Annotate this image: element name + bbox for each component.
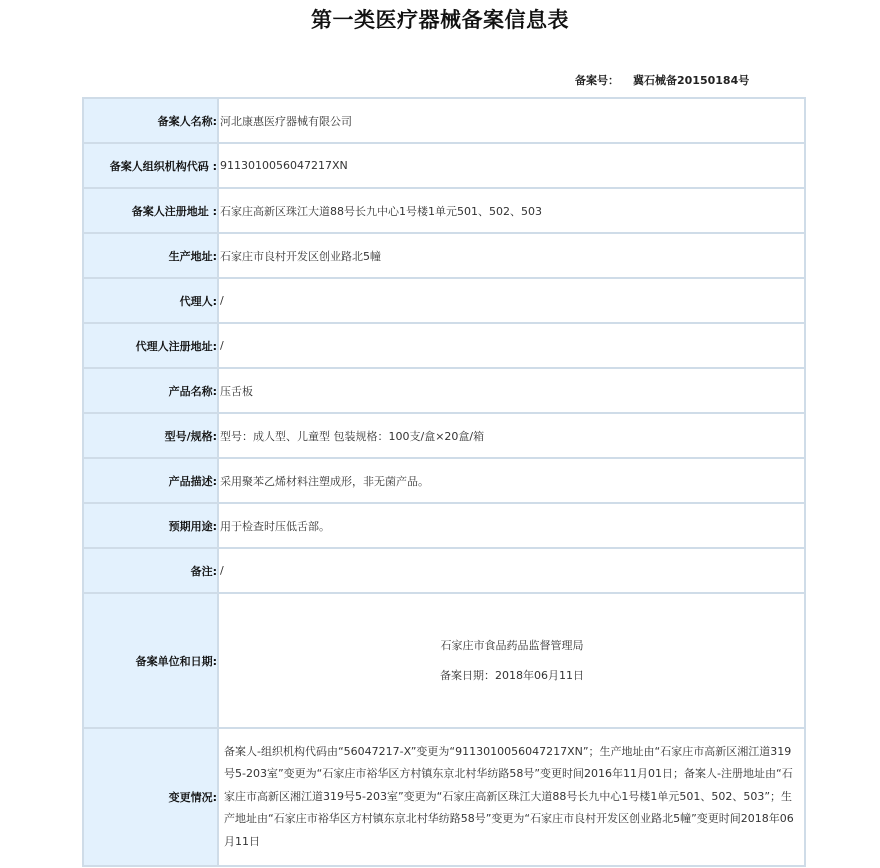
row-label: 产品名称: — [83, 368, 218, 413]
change-history-text: 备案人-组织机构代码由“56047217-X”变更为“91130100560472​17XN”；生产地址由“石家庄市高新区湘江道319号5-203室”变更为“石家庄市裕华区方村镇东京北村华纺路58号”变更时间2016年11月01日；备案人-注册地址由“石家庄市高新区湘江道319号5-203室”变更为“石家庄高新区珠江大道88号长九中心1号楼1单元501、502、503”；生产地址由“石家庄市裕华区方村镇东京北村华纺路58号”变更为“石家庄市良村开发区创业路北5幢”变更时间2018年06月11日 — [224, 744, 794, 848]
table-row-registered-address — [83, 188, 805, 233]
row-label: 变更情况: — [83, 728, 218, 866]
table-row-filer-name — [83, 98, 805, 143]
table-row-agent-address — [83, 323, 805, 368]
filing-authority: 石家庄市食品药品监督管理局 — [440, 638, 584, 652]
table-row-product-name — [83, 368, 805, 413]
table-row-production-address — [83, 233, 805, 278]
table-row-changes — [83, 728, 805, 866]
row-label: 备案人组织机构代码 : — [83, 143, 218, 188]
row-label: 备注: — [83, 548, 218, 593]
row-label: 备案人注册地址 : — [83, 188, 218, 233]
table-row-agent — [83, 278, 805, 323]
row-label: 备案单位和日期: — [83, 593, 218, 728]
record-number-label: 备案号： — [575, 74, 619, 87]
page-title: 第一类医疗器械备案信息表 — [311, 7, 569, 32]
row-value — [218, 728, 805, 866]
row-value: 采用聚苯乙烯材料注塑成形，非无菌产品。 — [218, 458, 805, 503]
row-value: 91130100560472​17XN — [218, 143, 805, 188]
row-label: 产品描述: — [83, 458, 218, 503]
row-value: / — [218, 548, 805, 593]
table-row-model-spec — [83, 413, 805, 458]
filing-unit-block — [220, 631, 804, 691]
row-label: 代理人注册地址: — [83, 323, 218, 368]
row-value: 用于检查时压低舌部。 — [218, 503, 805, 548]
table-row-filing-unit — [83, 593, 805, 728]
table-row-remarks — [83, 548, 805, 593]
row-value — [218, 593, 805, 728]
row-value: / — [218, 323, 805, 368]
row-value: / — [218, 278, 805, 323]
record-number-value: 冀石械备20150184号 — [633, 74, 750, 87]
table-row-product-description — [83, 458, 805, 503]
row-value: 石家庄市良村开发区创业路北5幢 — [218, 233, 805, 278]
row-value: 石家庄高新区珠江大道88号长九中心1号楼1单元501、502、503 — [218, 188, 805, 233]
row-value: 河北康惠医疗器械有限公司 — [218, 98, 805, 143]
row-label: 预期用途: — [83, 503, 218, 548]
table-row-intended-use — [83, 503, 805, 548]
row-value: 型号：成人型、儿童型 包装规格：100支/盒×20盒/箱 — [218, 413, 805, 458]
filing-date: 备案日期：2018年06月11日 — [440, 668, 584, 682]
row-label: 型号/规格: — [83, 413, 218, 458]
row-value: 压舌板 — [218, 368, 805, 413]
row-label: 备案人名称: — [83, 98, 218, 143]
row-label: 代理人: — [83, 278, 218, 323]
row-label: 生产地址: — [83, 233, 218, 278]
record-number — [575, 72, 749, 88]
record-info-table — [82, 97, 806, 867]
table-row-org-code — [83, 143, 805, 188]
